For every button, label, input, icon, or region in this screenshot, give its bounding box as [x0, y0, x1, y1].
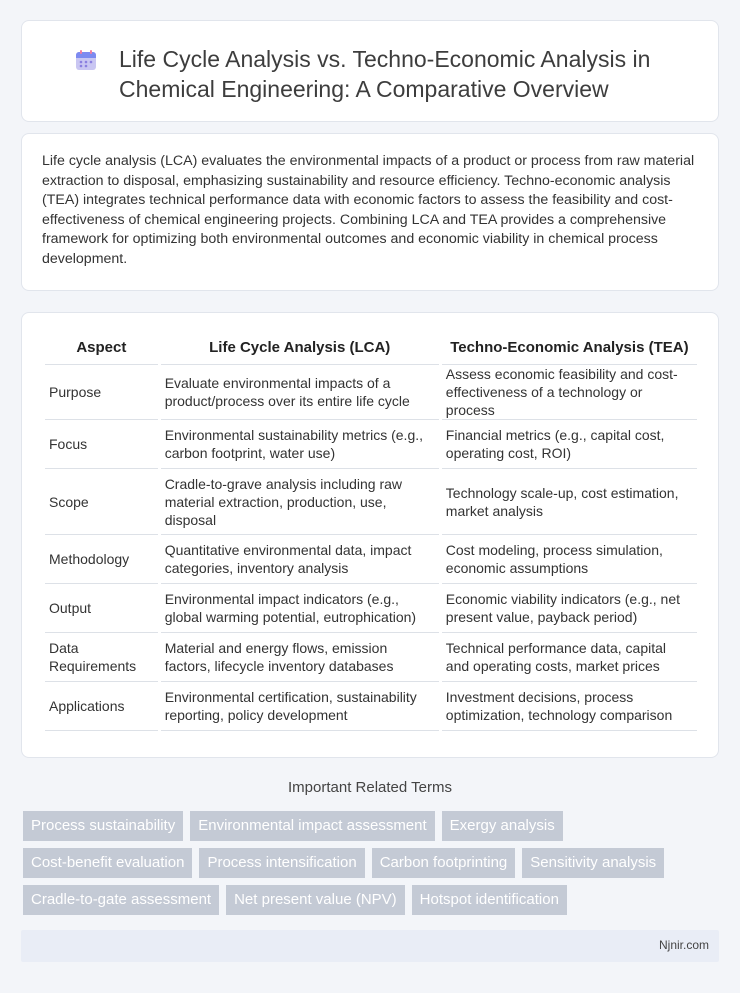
table-row: [45, 633, 697, 682]
comparison-table: [42, 331, 700, 731]
tag-cradle-to-gate-assessment[interactable]: Cradle-to-gate assessment: [23, 885, 219, 915]
row-aspect: Scope: [45, 469, 158, 535]
row-aspect: Purpose: [45, 365, 158, 420]
tag-sensitivity-analysis[interactable]: Sensitivity analysis: [522, 848, 664, 878]
tag-row: [23, 811, 723, 841]
row-tea: Financial metrics (e.g., capital cost, operating cost, ROI): [442, 420, 697, 469]
row-lca: Environmental certification, sustainability reporting, policy development: [161, 682, 439, 731]
row-tea: Assess economic feasibility and cost-effectiveness of a technology or process: [442, 365, 697, 420]
header-tea: Techno-Economic Analysis (TEA): [442, 331, 697, 365]
tag-cost-benefit-evaluation[interactable]: Cost-benefit evaluation: [23, 848, 192, 878]
row-tea: Technology scale-up, cost estimation, market analysis: [442, 469, 697, 535]
row-aspect: Applications: [45, 682, 158, 731]
row-lca: Environmental sustainability metrics (e.g., carbon footprint, water use): [161, 420, 439, 469]
tag-net-present-value[interactable]: Net present value (NPV): [226, 885, 405, 915]
row-tea: Cost modeling, process simulation, economic assumptions: [442, 535, 697, 584]
header-aspect: Aspect: [45, 331, 158, 365]
table-row: [45, 420, 697, 469]
table-row: [45, 365, 697, 420]
related-terms-title: Important Related Terms: [288, 779, 452, 796]
tag-row: [23, 885, 723, 915]
tag-exergy-analysis[interactable]: Exergy analysis: [442, 811, 563, 841]
tag-process-intensification[interactable]: Process intensification: [199, 848, 364, 878]
row-tea: Investment decisions, process optimization, technology comparison: [442, 682, 697, 731]
row-tea: Economic viability indicators (e.g., net present value, payback period): [442, 584, 697, 633]
page-title: Life Cycle Analysis vs. Techno-Economic Analysis in Chemical Engineering: A Comparative Overview: [119, 46, 651, 102]
row-lca: Quantitative environmental data, impact categories, inventory analysis: [161, 535, 439, 584]
related-terms: [23, 811, 723, 922]
table-row: [45, 682, 697, 731]
intro-card: [21, 133, 719, 291]
footer: [21, 930, 719, 962]
row-aspect: Focus: [45, 420, 158, 469]
row-lca: Cradle-to-grave analysis including raw material extraction, production, use, disposal: [161, 469, 439, 535]
row-aspect: Methodology: [45, 535, 158, 584]
table-row: [45, 469, 697, 535]
row-tea: Technical performance data, capital and operating costs, market prices: [442, 633, 697, 682]
row-aspect: Data Requirements: [45, 633, 158, 682]
table-row: [45, 535, 697, 584]
footer-site: Njnir.com: [658, 938, 709, 952]
table-header-row: [45, 331, 697, 365]
intro-paragraph: Life cycle analysis (LCA) evaluates the environmental impacts of a product or process from raw material extraction to disposal, emphasizing sustainability and resource efficiency. Techno-economic analysis (TEA) integrates technical performance data with economic factors to assess the feasibility and cost-effectiveness of chemical engineering projects. Combining LCA and TEA provides a comprehensive framework for optimizing both environmental outcomes and economic viability in chemical process development.: [42, 153, 695, 267]
comparison-card: [21, 312, 719, 758]
tag-environmental-impact-assessment[interactable]: Environmental impact assessment: [190, 811, 434, 841]
tag-carbon-footprinting[interactable]: Carbon footprinting: [372, 848, 516, 878]
table-row: [45, 584, 697, 633]
tag-row: [23, 848, 723, 878]
row-lca: Evaluate environmental impacts of a product/process over its entire life cycle: [161, 365, 439, 420]
tag-process-sustainability[interactable]: Process sustainability: [23, 811, 183, 841]
tag-hotspot-identification[interactable]: Hotspot identification: [412, 885, 567, 915]
row-aspect: Output: [45, 584, 158, 633]
title-card: [21, 20, 719, 122]
row-lca: Material and energy flows, emission factors, lifecycle inventory databases: [161, 633, 439, 682]
calendar-icon: [75, 49, 97, 71]
row-lca: Environmental impact indicators (e.g., global warming potential, eutrophication): [161, 584, 439, 633]
header-lca: Life Cycle Analysis (LCA): [161, 331, 439, 365]
